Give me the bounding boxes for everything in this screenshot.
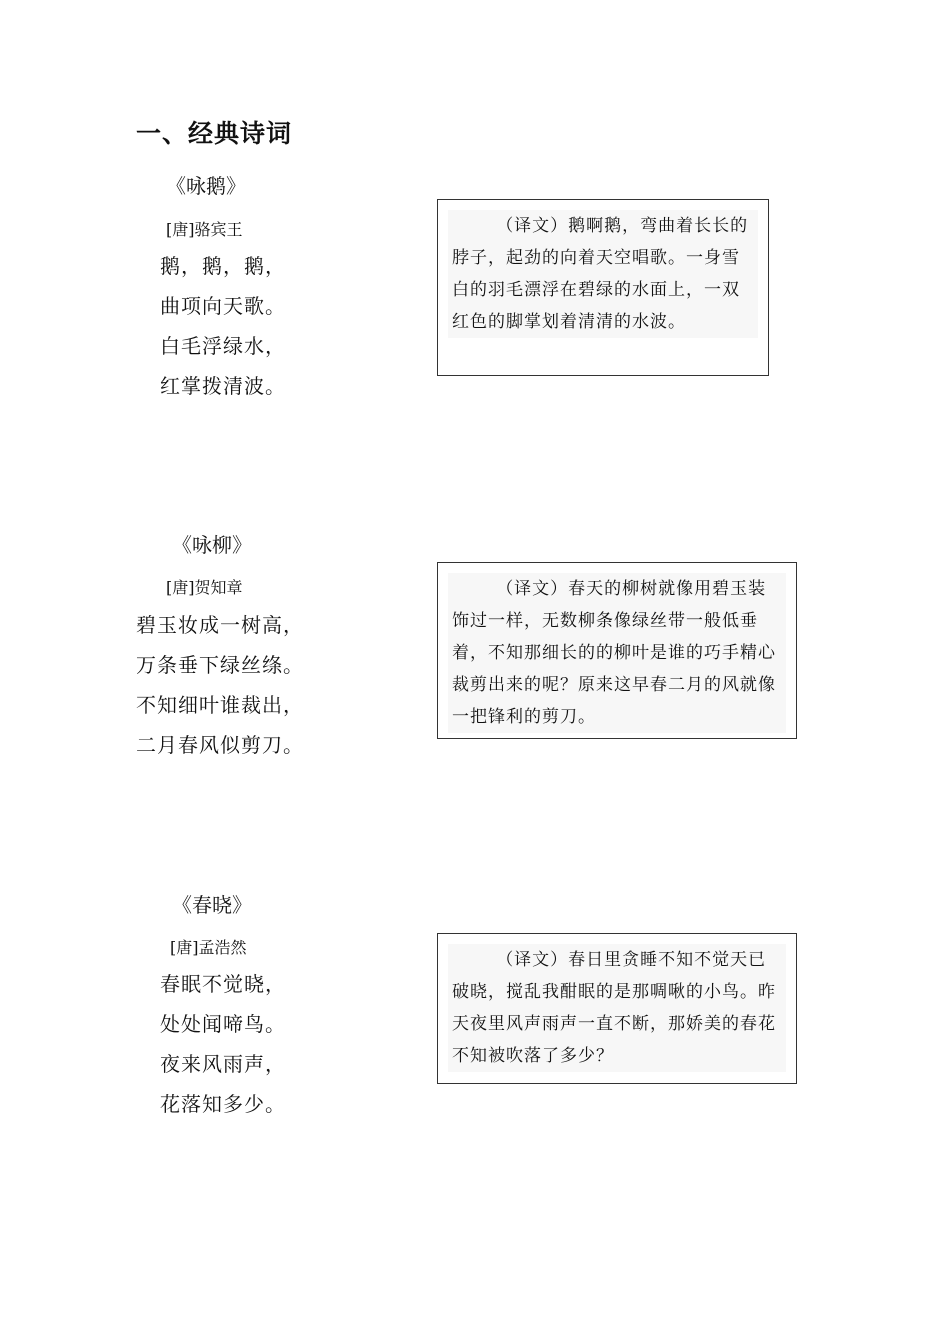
translation-text: （译文）春日里贪睡不知不觉天已破晓，搅乱我酣眠的是那啁啾的小鸟。昨天夜里风声雨声一直不断，那娇美的春花不知被吹落了多少？ — [448, 944, 786, 1072]
poem-line: 夜来风雨声， — [160, 1052, 286, 1076]
poem-title: 《春晓》 — [172, 893, 252, 917]
poem-author: [唐]贺知章 — [166, 578, 243, 597]
poem-line: 万条垂下绿丝绦。 — [136, 653, 304, 677]
poem-line: 碧玉妆成一树高， — [136, 613, 304, 637]
poem-line: 二月春风似剪刀。 — [136, 733, 304, 757]
poem-line: 花落知多少。 — [160, 1092, 286, 1116]
poem-line: 春眠不觉晓， — [160, 972, 286, 996]
translation-box — [437, 199, 769, 376]
poem-author: [唐]骆宾王 — [166, 220, 243, 239]
poem-line: 处处闻啼鸟。 — [160, 1012, 286, 1036]
poem-title: 《咏鹅》 — [166, 174, 246, 198]
poem-line: 曲项向天歌。 — [160, 294, 286, 318]
poem-line: 白毛浮绿水， — [160, 334, 286, 358]
translation-text: （译文）鹅啊鹅，弯曲着长长的脖子，起劲的向着天空唱歌。一身雪白的羽毛漂浮在碧绿的水面上，一双红色的脚掌划着清清的水波。 — [448, 210, 758, 338]
section-title: 一、经典诗词 — [136, 119, 293, 148]
poem-line: 鹅，鹅，鹅， — [160, 254, 286, 278]
poem-line: 不知细叶谁裁出， — [136, 693, 304, 717]
poem-author: [唐]孟浩然 — [170, 938, 247, 957]
translation-box — [437, 933, 797, 1084]
translation-text: （译文）春天的柳树就像用碧玉装饰过一样，无数柳条像绿丝带一般低垂着，不知那细长的的柳叶是谁的巧手精心裁剪出来的呢？原来这早春二月的风就像一把锋利的剪刀。 — [448, 573, 786, 733]
translation-box — [437, 562, 797, 739]
poem-line: 红掌拨清波。 — [160, 374, 286, 398]
poem-title: 《咏柳》 — [172, 533, 252, 557]
